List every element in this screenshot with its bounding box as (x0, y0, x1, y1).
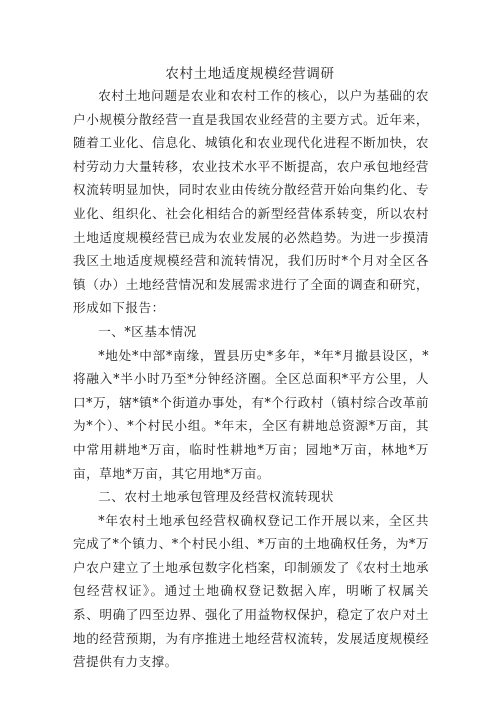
section-1-paragraph: *地处*中部*南缘，置县历史*多年，*年*月撤县设区，*将融入*半小时乃至*分钟经济圈。全区总面积*平方公里，人口*万，辖*镇*个街道办事处，有*个行政村（镇村综合改革前为*个）、*个村民小组。*年末，全区有耕地总资源*万亩，其中常用耕地*万亩，临时性耕地*万亩；园地*万亩，林地*万亩，草地*万亩，其它用地*万亩。 (73, 347, 429, 481)
document-title: 农村土地适度规模经营调研 (165, 66, 335, 82)
section-heading-1: 一、*区基本情况 (98, 323, 197, 339)
document-body (73, 84, 429, 674)
section-heading-2: 二、农村土地承包管理及经营权流转现状 (98, 489, 334, 505)
intro-paragraph: 农村土地问题是农业和农村工作的核心，以户为基础的农户小规模分散经营一直是我国农业经营的主要方式。近年来，随着工业化、信息化、城镇化和农业现代化进程不断加快，农村劳动力大量转移，农业技术水平不断提高，农户承包地经营权流转明显加快，同时农业由传统分散经营开始向集约化、专业化、组织化、社会化相结合的新型经营体系转变，所以农村土地适度规模经营已成为农业发展的必然趋势。为进一步摸清我区土地适度规模经营和流转情况，我们历时*个月对全区各镇（办）土地经营情况和发展需求进行了全面的调查和研究，形成如下报告： (73, 88, 429, 316)
section-2-paragraph: *年农村土地承包经营权确权登记工作开展以来，全区共完成了*个镇力、*个村民小组、*万亩的土地确权任务，为*万户农户建立了土地承包数字化档案，印制颁发了《农村土地承包经营权证》。通过土地确权登记数据入库，明晰了权属关系、明确了四至边界、强化了用益物权保护，稳定了农户对土地的经营预期，为有序推进土地经营权流转，发展适度规模经营提供有力支撑。 (73, 512, 429, 670)
